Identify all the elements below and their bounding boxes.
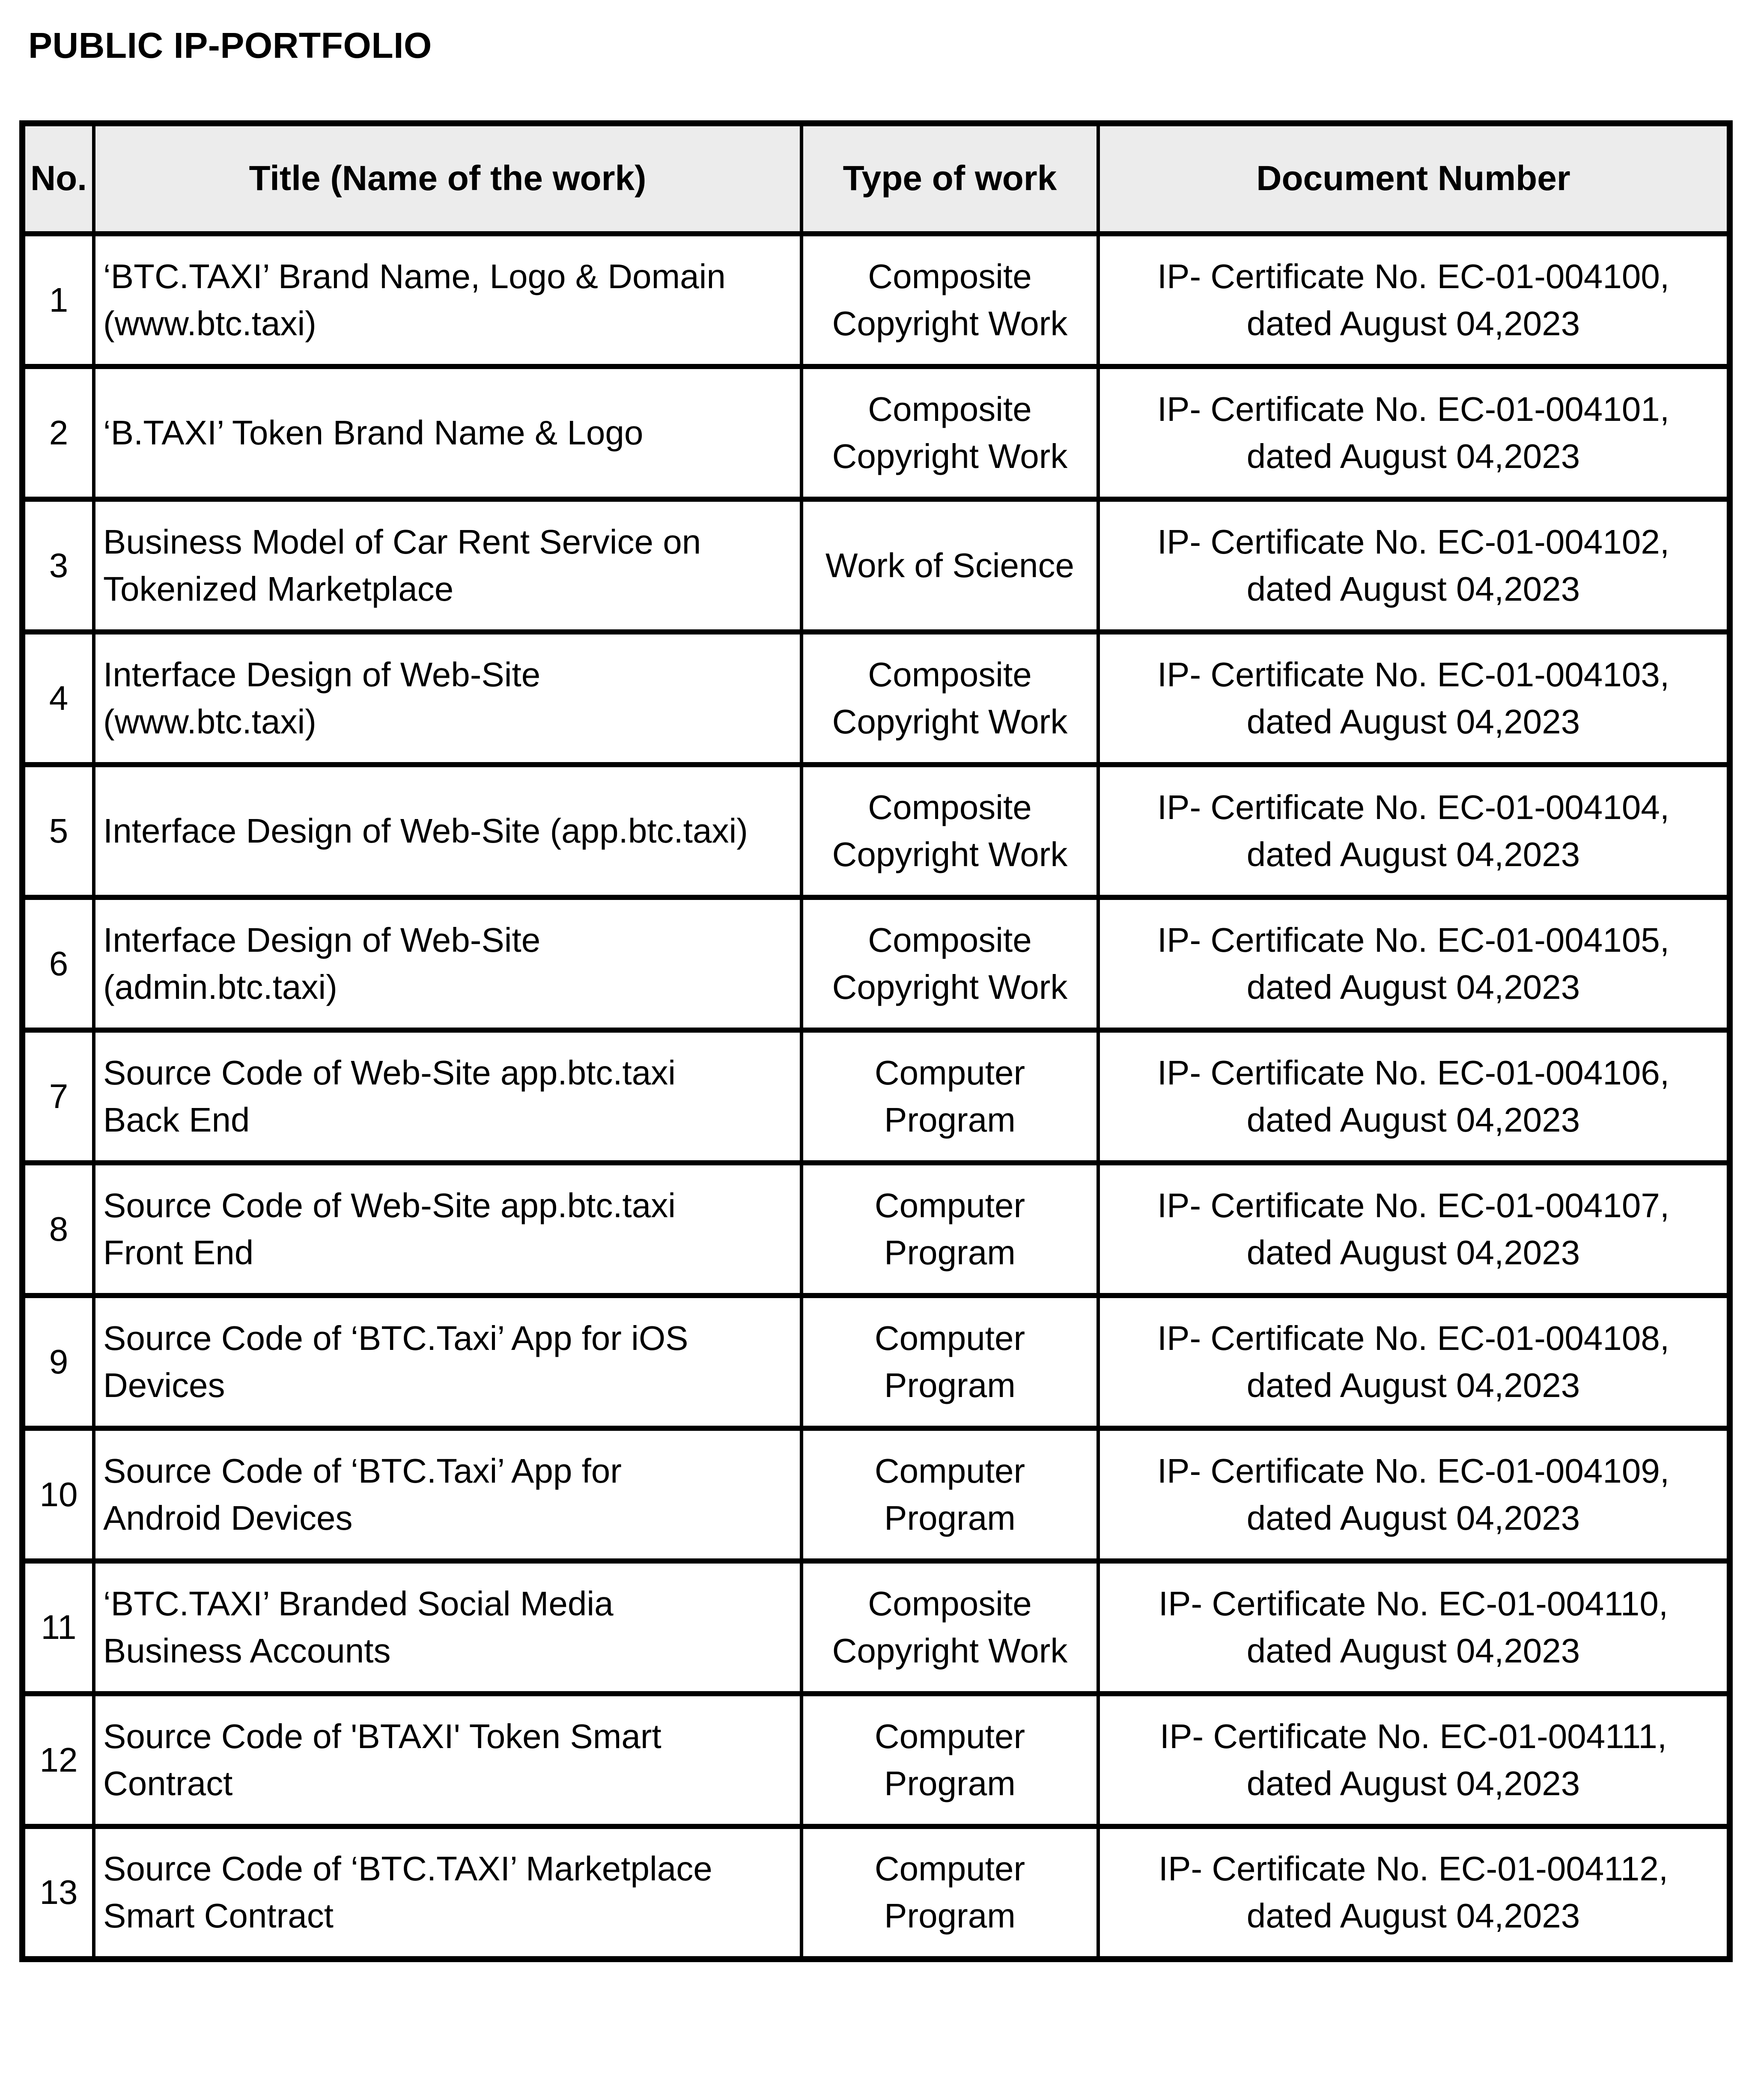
table-row <box>22 499 1730 632</box>
table-row <box>22 234 1730 366</box>
row-number-cell: 6 <box>22 897 94 1030</box>
title-cell: Interface Design of Web-Site (www.btc.taxi) <box>94 632 801 765</box>
page-title: PUBLIC IP-PORTFOLIO <box>28 25 432 66</box>
header-title: Title (Name of the work) <box>94 123 801 234</box>
table-row <box>22 1428 1730 1561</box>
header-document-number: Document Number <box>1098 123 1730 234</box>
title-cell: Source Code of ‘BTC.Taxi’ App for Android Devices <box>94 1428 801 1561</box>
title-cell: Source Code of ‘BTC.Taxi’ App for iOS Devices <box>94 1296 801 1428</box>
document-number-cell: IP- Certificate No. EC-01-004108, dated August 04,2023 <box>1098 1296 1730 1428</box>
table-row <box>22 765 1730 897</box>
title-cell: Interface Design of Web-Site (admin.btc.taxi) <box>94 897 801 1030</box>
document-number-cell: IP- Certificate No. EC-01-004107, dated August 04,2023 <box>1098 1163 1730 1296</box>
document-number-cell: IP- Certificate No. EC-01-004112, dated August 04,2023 <box>1098 1826 1730 1959</box>
row-number-cell: 12 <box>22 1694 94 1826</box>
table-row <box>22 1030 1730 1163</box>
document-number-cell: IP- Certificate No. EC-01-004100, dated August 04,2023 <box>1098 234 1730 366</box>
table-row <box>22 632 1730 765</box>
type-cell: Computer Program <box>801 1428 1098 1561</box>
type-cell: Computer Program <box>801 1163 1098 1296</box>
row-number-cell: 2 <box>22 366 94 499</box>
header-no: No. <box>22 123 94 234</box>
row-number-cell: 4 <box>22 632 94 765</box>
title-cell: Source Code of Web-Site app.btc.taxi Front End <box>94 1163 801 1296</box>
type-cell: Work of Science <box>801 499 1098 632</box>
title-cell: ‘BTC.TAXI’ Brand Name, Logo & Domain (www.btc.taxi) <box>94 234 801 366</box>
title-cell: Source Code of Web-Site app.btc.taxi Back End <box>94 1030 801 1163</box>
header-row <box>22 123 1730 234</box>
row-number-cell: 3 <box>22 499 94 632</box>
row-number-cell: 13 <box>22 1826 94 1959</box>
type-cell: Composite Copyright Work <box>801 366 1098 499</box>
type-cell: Composite Copyright Work <box>801 1561 1098 1694</box>
title-cell: Interface Design of Web-Site (app.btc.taxi) <box>94 765 801 897</box>
type-cell: Composite Copyright Work <box>801 765 1098 897</box>
document-number-cell: IP- Certificate No. EC-01-004110, dated August 04,2023 <box>1098 1561 1730 1694</box>
document-number-cell: IP- Certificate No. EC-01-004105, dated August 04,2023 <box>1098 897 1730 1030</box>
type-cell: Computer Program <box>801 1030 1098 1163</box>
table-row <box>22 1826 1730 1959</box>
table-row <box>22 366 1730 499</box>
row-number-cell: 10 <box>22 1428 94 1561</box>
header-type: Type of work <box>801 123 1098 234</box>
document-page <box>0 25 1743 1962</box>
table-row <box>22 1296 1730 1428</box>
document-number-cell: IP- Certificate No. EC-01-004102, dated August 04,2023 <box>1098 499 1730 632</box>
type-cell: Composite Copyright Work <box>801 234 1098 366</box>
row-number-cell: 5 <box>22 765 94 897</box>
document-number-cell: IP- Certificate No. EC-01-004106, dated August 04,2023 <box>1098 1030 1730 1163</box>
type-cell: Computer Program <box>801 1694 1098 1826</box>
title-cell: Source Code of ‘BTC.TAXI’ Marketplace Smart Contract <box>94 1826 801 1959</box>
type-cell: Computer Program <box>801 1296 1098 1428</box>
document-number-cell: IP- Certificate No. EC-01-004111, dated August 04,2023 <box>1098 1694 1730 1826</box>
row-number-cell: 7 <box>22 1030 94 1163</box>
document-number-cell: IP- Certificate No. EC-01-004101, dated August 04,2023 <box>1098 366 1730 499</box>
row-number-cell: 11 <box>22 1561 94 1694</box>
document-number-cell: IP- Certificate No. EC-01-004109, dated August 04,2023 <box>1098 1428 1730 1561</box>
title-cell: ‘B.TAXI’ Token Brand Name & Logo <box>94 366 801 499</box>
table-row <box>22 1561 1730 1694</box>
title-cell: Business Model of Car Rent Service on Tokenized Marketplace <box>94 499 801 632</box>
ip-portfolio-table <box>19 120 1733 1962</box>
table-row <box>22 1694 1730 1826</box>
table-body <box>22 234 1730 1959</box>
row-number-cell: 9 <box>22 1296 94 1428</box>
title-cell: Source Code of 'BTAXI' Token Smart Contract <box>94 1694 801 1826</box>
type-cell: Composite Copyright Work <box>801 897 1098 1030</box>
row-number-cell: 8 <box>22 1163 94 1296</box>
document-number-cell: IP- Certificate No. EC-01-004103, dated August 04,2023 <box>1098 632 1730 765</box>
document-number-cell: IP- Certificate No. EC-01-004104, dated August 04,2023 <box>1098 765 1730 897</box>
table-row <box>22 1163 1730 1296</box>
title-cell: ‘BTC.TAXI’ Branded Social Media Business Accounts <box>94 1561 801 1694</box>
row-number-cell: 1 <box>22 234 94 366</box>
type-cell: Computer Program <box>801 1826 1098 1959</box>
table-row <box>22 897 1730 1030</box>
type-cell: Composite Copyright Work <box>801 632 1098 765</box>
